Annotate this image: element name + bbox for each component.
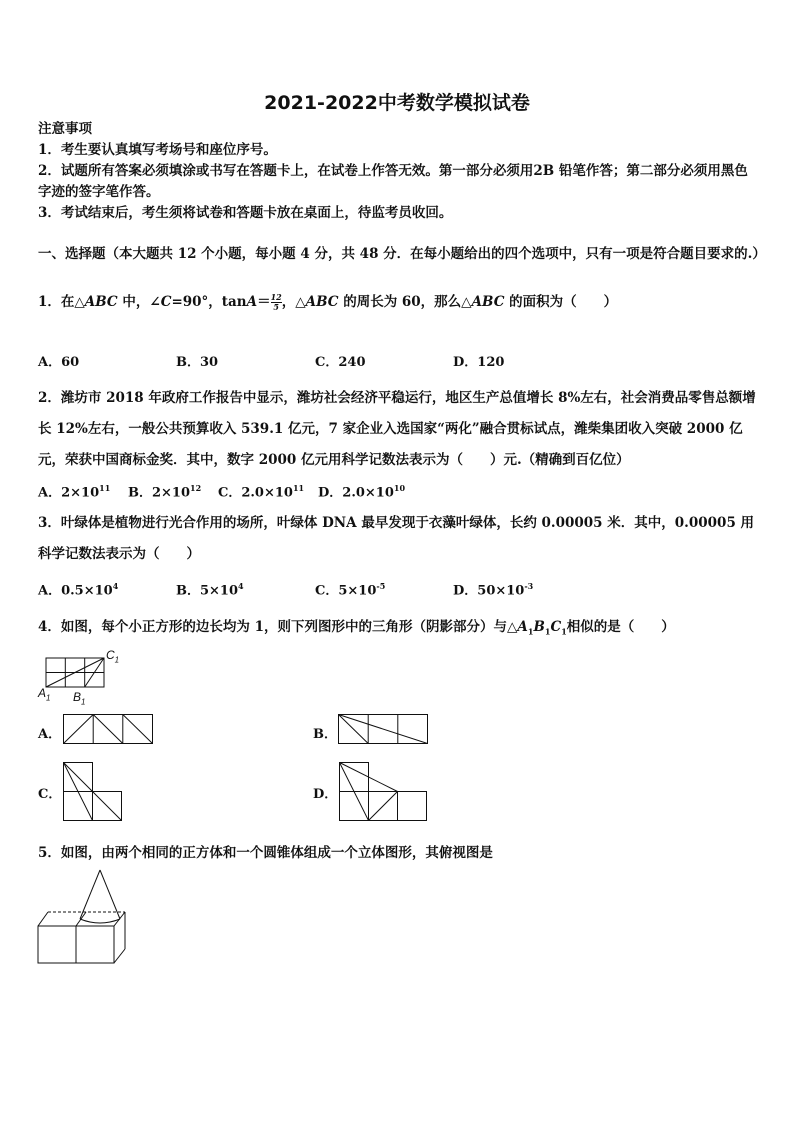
q1-angle-c: C [160,294,172,310]
triangle-side [339,715,428,744]
q1-angle-a: A [246,294,258,310]
grid-cell [398,792,427,821]
q3-option-c-base: C．5×10 [315,583,377,599]
notice-item-3: 3．考试结束后，考生须将试卷和答题卡放在桌面上，待监考员收回。 [38,205,453,221]
cube-left-front [38,926,76,963]
q2-option-d-base: D．2.0×10 [318,485,394,501]
notice-item-1: 1．考生要认真填写考场号和座位序号。 [38,142,277,158]
q1-abc-2: ABC [305,294,339,310]
q3-option-d[interactable] [453,576,533,601]
q2-option-c[interactable] [218,478,304,503]
q2-option-c-exp: 11 [292,483,305,493]
q3-option-b[interactable] [176,576,244,601]
q4-c1-sub: 1 [561,626,567,637]
q4-option-a-figure[interactable] [63,714,154,745]
q1-abc-3: ABC [471,294,505,310]
q1-frac-den: 5 [273,302,279,312]
label-a1-letter: A [38,686,47,700]
label-b1 [73,690,85,706]
question-5: 5．如图，由两个相同的正方体和一个圆锥体组成一个立体图形，其俯视图是 [38,845,493,861]
q4-option-c[interactable]: C． [38,787,62,802]
notice-heading: 注意事项 [38,121,92,137]
q4-b1: B [533,619,545,635]
cube-edge [38,912,48,926]
question-1 [38,292,617,313]
q3-option-a-exp: 4 [112,581,119,591]
q4-b1-sub: 1 [544,626,551,637]
label-c1-letter: C [106,648,115,662]
q4-option-a[interactable]: A． [38,727,62,742]
q1-text-mid2: =90°，tan [171,294,247,310]
q1-abc: ABC [84,294,118,310]
q4-option-b-figure[interactable] [338,714,429,745]
q3-option-a-base: A．0.5×10 [38,583,113,599]
q4-option-d-figure[interactable] [339,762,430,822]
q1-option-c[interactable]: C．240 [315,355,366,370]
triangle-side [123,715,153,744]
q4-option-b[interactable]: B． [313,727,337,742]
q2-option-d[interactable] [318,478,405,503]
label-c1-sub: 1 [114,655,120,665]
q3-option-b-exp: 4 [238,581,244,591]
q1-text-mid3: ，△ [281,294,306,310]
label-a1 [38,686,50,702]
grid-cell [340,792,369,821]
cube-right-front [76,926,114,963]
cone-base-arc [80,919,120,923]
question-3: 3．叶绿体是植物进行光合作用的场所，叶绿体 DNA 最早发现于衣藻叶绿体，长约 0.00005 米．其中，0.00005 用科学记数法表示为（ ） [38,515,755,562]
triangle-side [369,792,398,821]
q2-option-a-exp: 11 [99,483,111,493]
q1-text-post: 的面积为（ ） [504,294,618,310]
grid-cell [64,792,93,821]
cube-edge [114,949,125,963]
label-b1-sub: 1 [81,697,86,707]
q1-option-a[interactable]: A．60 [38,355,80,370]
grid-cell [340,763,369,792]
q3-option-c-exp: -5 [376,581,386,591]
question-2: 2．潍坊市 2018 年政府工作报告中显示，潍坊社会经济平稳运行，地区生产总值增长 8%左右，社会消费品零售总额增长 12%左右，一般公共预算收入 539.1 亿元，7 家企业入选国家“两化”融合贯标试点，潍柴集团收入突破 2000 亿元，荣获中国商标金奖．其中，数字 2000 亿元用科学记数法表示为（ ）元.（精确到百亿位） [38,390,756,468]
triangle-side [93,715,123,744]
notice-item-2: 2．试题所有答案必须填涂或书写在答题卡上，在试卷上作答无效。第一部分必须用2B 铅笔作答；第二部分必须用黑色字迹的签字笔作答。 [38,163,748,200]
q4-a1: A [517,619,528,635]
q2-option-b-base: B．2×10 [128,485,191,501]
q1-text-pre: 1．在△ [38,294,85,310]
q4-reference-figure [46,658,108,690]
question-4 [38,617,675,643]
label-c1 [106,648,119,664]
q2-option-a[interactable] [38,478,110,503]
q3-option-b-base: B．5×10 [176,583,239,599]
q3-option-d-exp: -3 [524,581,534,591]
label-a1-sub: 1 [46,693,51,703]
q4-a1-sub: 1 [527,626,534,637]
q4-c1: C [550,619,562,635]
q5-solid-figure [36,869,128,967]
q3-option-c[interactable] [315,576,385,601]
q1-option-b[interactable]: B．30 [176,355,219,370]
q1-text-mid1: 中，∠ [117,294,161,310]
q1-option-d[interactable]: D．120 [453,355,505,370]
q1-text-mid4: 的周长为 60，那么△ [338,294,472,310]
q3-option-a[interactable] [38,576,118,601]
q1-frac-num: 12 [270,292,282,302]
q2-option-c-base: C．2.0×10 [218,485,293,501]
q3-option-d-base: D．50×10 [453,583,525,599]
q2-option-b-exp: 12 [190,483,202,493]
page-title: 2021-2022中考数学模拟试卷 [264,92,530,114]
q4-text-pre: 4．如图，每个小正方形的边长均为 1，则下列图形中的三角形（阴影部分）与△ [38,619,518,635]
q4-option-d[interactable]: D． [313,787,338,802]
q2-option-b[interactable] [128,478,201,503]
q2-option-d-exp: 10 [393,483,406,493]
q2-option-a-base: A．2×10 [38,485,100,501]
q4-option-c-figure[interactable] [63,762,125,822]
label-b1-letter: B [73,690,82,704]
section-heading: 一、选择题（本大题共 12 个小题，每小题 4 分，共 48 分．在每小题给出的四个选项中，只有一项是符合题目要求的.） [38,246,766,262]
q1-fraction [271,293,282,312]
triangle-side [64,715,94,744]
q1-equals: ＝ [257,294,271,310]
q4-text-post: 相似的是（ ） [566,619,675,635]
